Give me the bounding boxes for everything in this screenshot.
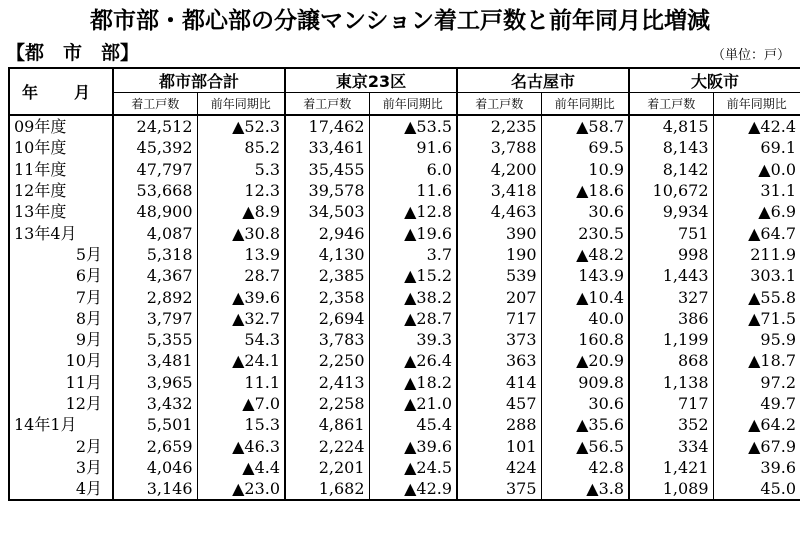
row-label: 6月 [9,265,113,286]
starts-cell: 375 [457,478,541,500]
yoy-change-cell: 303.1 [713,265,800,286]
starts-cell: 5,501 [113,414,197,435]
yoy-change-cell: 15.3 [197,414,285,435]
sub-header: 前年同期比 [541,93,629,116]
starts-cell: 3,481 [113,350,197,371]
yoy-change-cell: 909.8 [541,372,629,393]
row-label: 8月 [9,308,113,329]
table-row [9,137,800,158]
starts-cell: 8,142 [629,159,713,180]
yoy-change-cell: ▲58.7 [541,115,629,137]
row-label: 14年1月 [9,414,113,435]
table-row [9,478,800,500]
starts-cell: 9,934 [629,201,713,222]
starts-cell: 47,797 [113,159,197,180]
table-row [9,286,800,307]
yoy-change-cell: ▲15.2 [369,265,457,286]
starts-cell: 5,355 [113,329,197,350]
starts-cell: 45,392 [113,137,197,158]
starts-cell: 17,462 [285,115,369,137]
page-title: 都市部・都心部の分譲マンション着工戸数と前年同月比増減 [90,8,710,34]
table-body [9,115,800,500]
yoy-change-cell: ▲4.4 [197,457,285,478]
starts-cell: 34,503 [285,201,369,222]
starts-cell: 2,358 [285,286,369,307]
row-label: 3月 [9,457,113,478]
yoy-change-cell: ▲32.7 [197,308,285,329]
yoy-change-cell: 97.2 [713,372,800,393]
table-row [9,201,800,222]
row-label: 09年度 [9,115,113,137]
row-label: 13年4月 [9,222,113,243]
starts-cell: 4,200 [457,159,541,180]
yoy-change-cell: 10.9 [541,159,629,180]
group-header: 名古屋市 [457,68,629,93]
table-row [9,180,800,201]
table-row [9,222,800,243]
starts-cell: 3,146 [113,478,197,500]
row-label: 2月 [9,435,113,456]
row-label: 9月 [9,329,113,350]
corner-header: 年 月 [9,68,113,115]
starts-cell: 3,418 [457,180,541,201]
yoy-change-cell: ▲71.5 [713,308,800,329]
yoy-change-cell: 40.0 [541,308,629,329]
yoy-change-cell: 28.7 [197,265,285,286]
starts-cell: 5,318 [113,244,197,265]
starts-cell: 2,385 [285,265,369,286]
table-row [9,372,800,393]
yoy-change-cell: ▲28.7 [369,308,457,329]
yoy-change-cell: ▲21.0 [369,393,457,414]
yoy-change-cell: ▲18.2 [369,372,457,393]
starts-cell: 288 [457,414,541,435]
starts-cell: 373 [457,329,541,350]
starts-cell: 48,900 [113,201,197,222]
yoy-change-cell: 30.6 [541,393,629,414]
yoy-change-cell: 3.7 [369,244,457,265]
row-label: 5月 [9,244,113,265]
starts-cell: 4,463 [457,201,541,222]
yoy-change-cell: ▲52.3 [197,115,285,137]
table-row [9,265,800,286]
yoy-change-cell: ▲18.6 [541,180,629,201]
starts-cell: 2,413 [285,372,369,393]
starts-cell: 2,946 [285,222,369,243]
starts-cell: 2,659 [113,435,197,456]
row-label: 11月 [9,372,113,393]
yoy-change-cell: ▲24.1 [197,350,285,371]
yoy-change-cell: ▲7.0 [197,393,285,414]
starts-cell: 998 [629,244,713,265]
starts-cell: 751 [629,222,713,243]
starts-cell: 424 [457,457,541,478]
yoy-change-cell: 30.6 [541,201,629,222]
yoy-change-cell: ▲64.2 [713,414,800,435]
starts-cell: 386 [629,308,713,329]
starts-cell: 39,578 [285,180,369,201]
row-label: 12月 [9,393,113,414]
yoy-change-cell: 85.2 [197,137,285,158]
table-row [9,350,800,371]
starts-cell: 3,432 [113,393,197,414]
yoy-change-cell: ▲30.8 [197,222,285,243]
yoy-change-cell: 42.8 [541,457,629,478]
yoy-change-cell: ▲56.5 [541,435,629,456]
yoy-change-cell: 91.6 [369,137,457,158]
yoy-change-cell: 13.9 [197,244,285,265]
yoy-change-cell: ▲48.2 [541,244,629,265]
starts-cell: 2,224 [285,435,369,456]
starts-cell: 327 [629,286,713,307]
yoy-change-cell: ▲42.4 [713,115,800,137]
starts-cell: 717 [457,308,541,329]
sub-header: 前年同期比 [197,93,285,116]
yoy-change-cell: 39.6 [713,457,800,478]
table-row [9,115,800,137]
starts-cell: 207 [457,286,541,307]
yoy-change-cell: 11.1 [197,372,285,393]
yoy-change-cell: 69.1 [713,137,800,158]
table-row [9,435,800,456]
starts-cell: 334 [629,435,713,456]
yoy-change-cell: ▲38.2 [369,286,457,307]
yoy-change-cell: 143.9 [541,265,629,286]
yoy-change-cell: ▲10.4 [541,286,629,307]
starts-cell: 390 [457,222,541,243]
sub-header-row [9,93,800,116]
yoy-change-cell: ▲39.6 [369,435,457,456]
group-header-row [9,68,800,93]
yoy-change-cell: ▲42.9 [369,478,457,500]
starts-cell: 3,788 [457,137,541,158]
starts-cell: 4,861 [285,414,369,435]
group-header: 大阪市 [629,68,800,93]
starts-cell: 4,046 [113,457,197,478]
yoy-change-cell: 11.6 [369,180,457,201]
table-row [9,393,800,414]
starts-cell: 868 [629,350,713,371]
row-label: 4月 [9,478,113,500]
starts-cell: 4,087 [113,222,197,243]
starts-cell: 101 [457,435,541,456]
yoy-change-cell: ▲18.7 [713,350,800,371]
yoy-change-cell: 5.3 [197,159,285,180]
yoy-change-cell: ▲23.0 [197,478,285,500]
sub-header: 前年同期比 [369,93,457,116]
starts-cell: 352 [629,414,713,435]
yoy-change-cell: ▲26.4 [369,350,457,371]
starts-cell: 35,455 [285,159,369,180]
starts-cell: 10,672 [629,180,713,201]
starts-cell: 1,199 [629,329,713,350]
starts-cell: 457 [457,393,541,414]
yoy-change-cell: 45.4 [369,414,457,435]
table-row [9,159,800,180]
yoy-change-cell: 211.9 [713,244,800,265]
starts-cell: 24,512 [113,115,197,137]
yoy-change-cell: 230.5 [541,222,629,243]
starts-cell: 2,258 [285,393,369,414]
starts-cell: 4,367 [113,265,197,286]
row-label: 13年度 [9,201,113,222]
yoy-change-cell: ▲0.0 [713,159,800,180]
starts-cell: 414 [457,372,541,393]
sub-header: 着工戸数 [457,93,541,116]
starts-cell: 1,138 [629,372,713,393]
starts-cell: 2,235 [457,115,541,137]
yoy-change-cell: ▲35.6 [541,414,629,435]
sub-header: 着工戸数 [285,93,369,116]
section-label: 【都 市 部】 [6,42,140,64]
group-header: 都市部合計 [113,68,285,93]
starts-cell: 8,143 [629,137,713,158]
starts-cell: 3,783 [285,329,369,350]
yoy-change-cell: ▲53.5 [369,115,457,137]
table-row [9,414,800,435]
starts-cell: 363 [457,350,541,371]
yoy-change-cell: ▲3.8 [541,478,629,500]
yoy-change-cell: ▲46.3 [197,435,285,456]
row-label: 10月 [9,350,113,371]
unit-label: （単位：戸） [711,48,790,63]
yoy-change-cell: ▲8.9 [197,201,285,222]
yoy-change-cell: ▲19.6 [369,222,457,243]
row-label: 7月 [9,286,113,307]
yoy-change-cell: 95.9 [713,329,800,350]
starts-cell: 3,965 [113,372,197,393]
housing-starts-table [8,67,800,501]
yoy-change-cell: 45.0 [713,478,800,500]
table-row [9,457,800,478]
table-row [9,308,800,329]
yoy-change-cell: 31.1 [713,180,800,201]
yoy-change-cell: 160.8 [541,329,629,350]
yoy-change-cell: 49.7 [713,393,800,414]
starts-cell: 4,130 [285,244,369,265]
yoy-change-cell: ▲67.9 [713,435,800,456]
row-label: 11年度 [9,159,113,180]
sub-header: 前年同期比 [713,93,800,116]
starts-cell: 33,461 [285,137,369,158]
yoy-change-cell: 6.0 [369,159,457,180]
table-row [9,329,800,350]
group-header: 東京23区 [285,68,457,93]
starts-cell: 539 [457,265,541,286]
yoy-change-cell: ▲64.7 [713,222,800,243]
starts-cell: 717 [629,393,713,414]
starts-cell: 1,089 [629,478,713,500]
starts-cell: 1,421 [629,457,713,478]
yoy-change-cell: 12.3 [197,180,285,201]
starts-cell: 3,797 [113,308,197,329]
row-label: 10年度 [9,137,113,158]
yoy-change-cell: 39.3 [369,329,457,350]
starts-cell: 2,201 [285,457,369,478]
yoy-change-cell: ▲24.5 [369,457,457,478]
yoy-change-cell: 54.3 [197,329,285,350]
table-row [9,244,800,265]
starts-cell: 2,892 [113,286,197,307]
starts-cell: 4,815 [629,115,713,137]
starts-cell: 1,682 [285,478,369,500]
starts-cell: 2,250 [285,350,369,371]
starts-cell: 1,443 [629,265,713,286]
yoy-change-cell: 69.5 [541,137,629,158]
starts-cell: 53,668 [113,180,197,201]
yoy-change-cell: ▲55.8 [713,286,800,307]
row-label: 12年度 [9,180,113,201]
starts-cell: 190 [457,244,541,265]
yoy-change-cell: ▲12.8 [369,201,457,222]
yoy-change-cell: ▲6.9 [713,201,800,222]
yoy-change-cell: ▲39.6 [197,286,285,307]
sub-header: 着工戸数 [113,93,197,116]
sub-header: 着工戸数 [629,93,713,116]
starts-cell: 2,694 [285,308,369,329]
yoy-change-cell: ▲20.9 [541,350,629,371]
